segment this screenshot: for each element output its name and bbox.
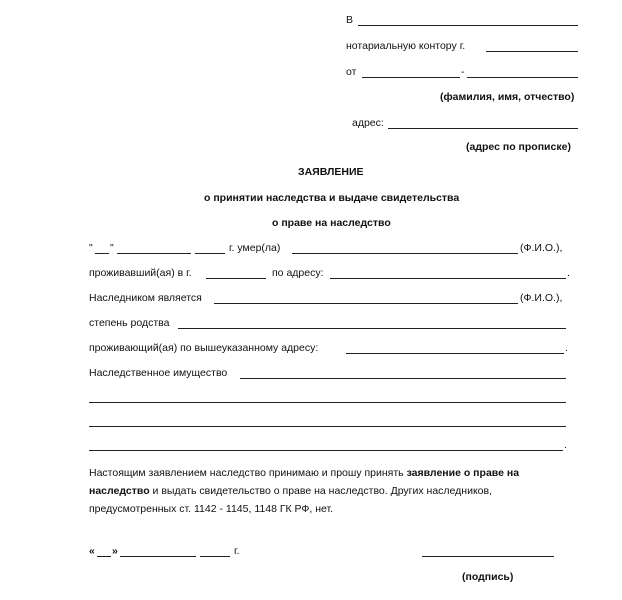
property-field-1[interactable] (240, 378, 566, 379)
address-label: адрес: (352, 117, 384, 129)
notary-city-field[interactable] (486, 51, 578, 52)
to-field[interactable] (358, 25, 578, 26)
footer-year-field[interactable] (200, 556, 230, 557)
deceased-name-field[interactable] (292, 253, 518, 254)
footer-day-field[interactable] (97, 556, 111, 557)
lived-address-field[interactable] (330, 278, 566, 279)
month-field[interactable] (117, 253, 191, 254)
lived-label: проживавший(ая) в г. (89, 267, 192, 279)
kinship-field[interactable] (178, 328, 566, 329)
title-line-2: о принятии наследства и выдаче свидетельства (204, 192, 460, 204)
notary-label: нотариальную контору г. (346, 40, 466, 52)
by-address-label: по адресу: (272, 267, 324, 279)
day-field[interactable] (95, 253, 109, 254)
from-field-1[interactable] (362, 77, 460, 78)
year-field[interactable] (195, 253, 225, 254)
fio-hint: (фамилия, имя, отчество) (440, 91, 575, 103)
document-title: ЗАЯВЛЕНИЕ (298, 166, 364, 178)
period-3: . (564, 439, 567, 451)
footer-year-suffix: г. (234, 545, 240, 557)
date-close-quote: " (110, 242, 114, 254)
to-label: В (346, 14, 354, 26)
footer-date-close: » (112, 545, 118, 557)
property-field-2[interactable] (89, 402, 566, 403)
title-line-3: о праве на наследство (272, 217, 391, 229)
died-label: г. умер(ла) (229, 242, 281, 254)
property-field-3[interactable] (89, 426, 566, 427)
address-field[interactable] (388, 128, 578, 129)
property-label: Наследственное имущество (89, 367, 228, 379)
from-label: от (346, 66, 357, 78)
living-label: проживающий(ая) по вышеуказанному адресу: (89, 342, 319, 354)
heir-label: Наследником является (89, 292, 202, 304)
fio-label-2: (Ф.И.О.), (520, 292, 563, 304)
footer-month-field[interactable] (120, 556, 196, 557)
period-1: . (567, 267, 570, 279)
statement-bold: заявление о праве на наследство (89, 467, 520, 497)
lived-city-field[interactable] (206, 278, 266, 279)
footer-date-open: « (89, 545, 95, 557)
property-field-4[interactable] (89, 450, 563, 451)
period-2: . (565, 342, 568, 354)
date-open-quote: " (89, 242, 93, 254)
living-address-field[interactable] (346, 353, 564, 354)
heir-name-field[interactable] (214, 303, 518, 304)
address-hint: (адрес по прописке) (466, 141, 571, 153)
from-separator: - (461, 66, 465, 78)
from-field-2[interactable] (467, 77, 578, 78)
fio-label-1: (Ф.И.О.), (520, 242, 563, 254)
signature-hint: (подпись) (462, 571, 514, 583)
signature-field[interactable] (422, 556, 554, 557)
kinship-label: степень родства (89, 317, 170, 329)
statement-paragraph: Настоящим заявлением наследство принимаю и прошу принять заявление о праве на наследство и выдать свидетельство о праве на наследство. Других наследников, предусмотренных ст. 1142 - 1145, 1148 ГК РФ, нет. (89, 467, 520, 515)
